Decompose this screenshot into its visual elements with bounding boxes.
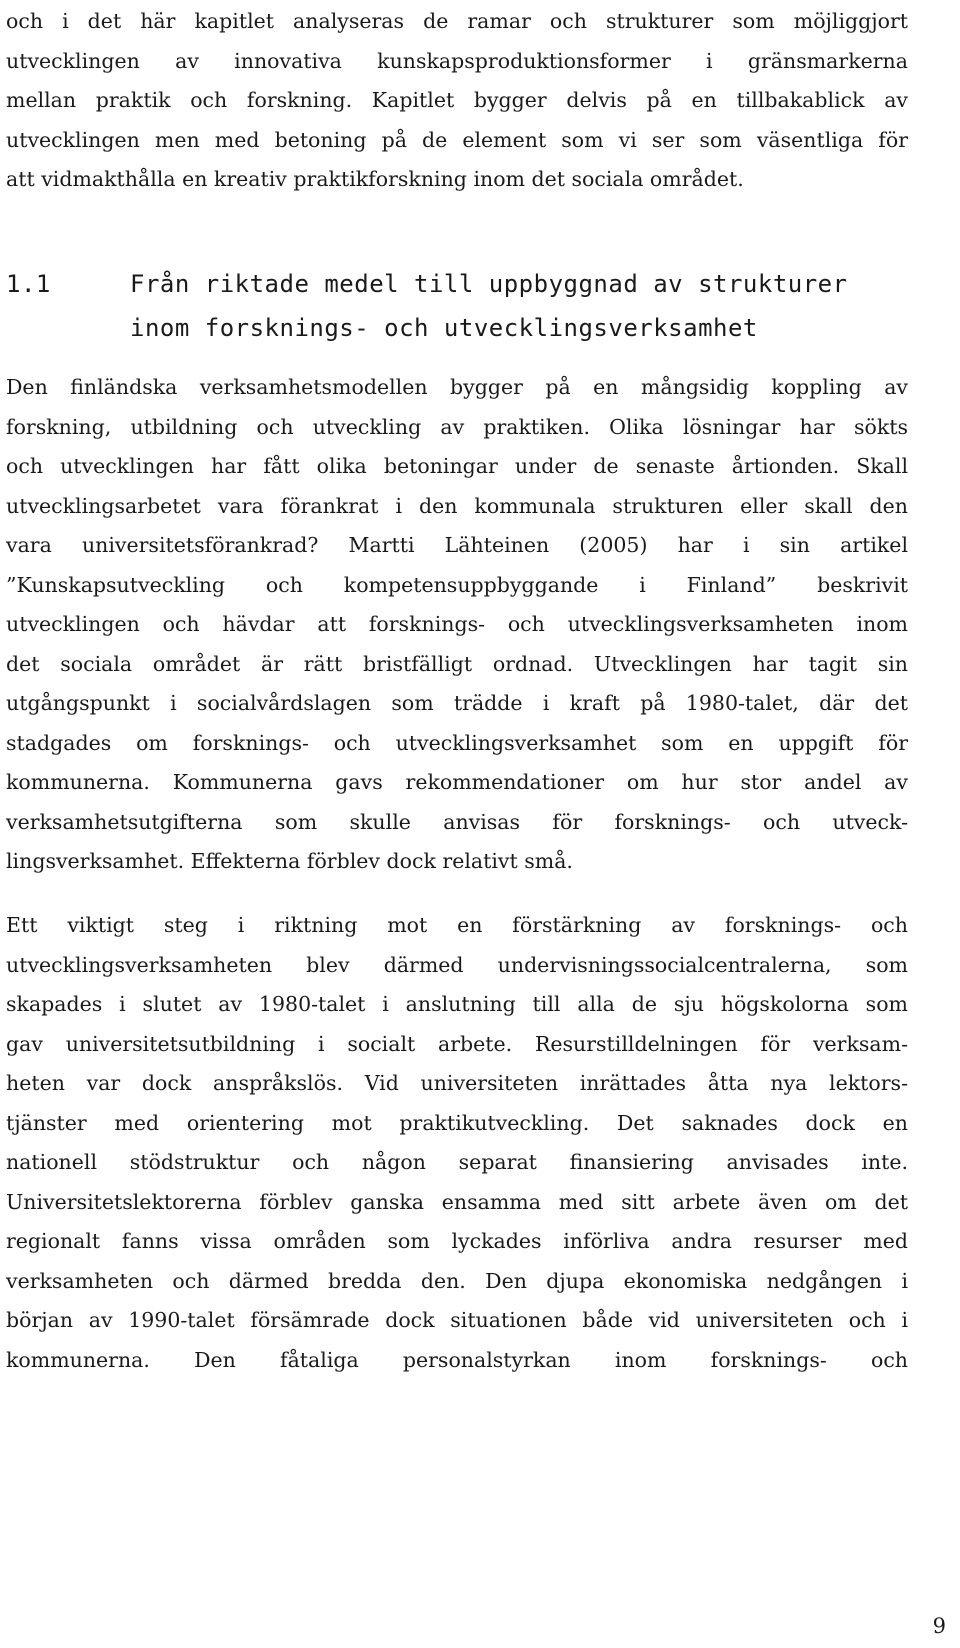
text-line: Universitetslektorerna förblev ganska ensamma med sitt arbete även om det [6, 1189, 908, 1214]
text-line: och utvecklingen har fått olika betoningar under de senaste årtionden. Skall [6, 454, 908, 478]
text-line: utvecklingen av innovativa kunskapsproduktionsformer i gränsmarkerna [6, 48, 908, 73]
text-line: skapades i slutet av 1980-talet i anslutning till alla de sju högskolorna som [6, 992, 908, 1016]
text-line: att vidmakthålla en kreativ praktikforskning inom det sociala området. [6, 167, 744, 191]
text-line: gav universitetsutbildning i socialt arbete. Resurstilldelningen för verksam- [6, 1031, 908, 1056]
text-line: utvecklingsarbetet vara förankrat i den kommunala strukturen eller skall den [6, 493, 908, 518]
intro-paragraph [6, 2, 908, 200]
text-line: vara universitetsförankrad? Martti Lähteinen (2005) har i sin artikel [6, 533, 908, 557]
text-line: kommunerna. Den fåtaliga personalstyrkan inom forsknings- och [6, 1347, 908, 1372]
text-line: lingsverksamhet. Effekterna förblev dock relativt små. [6, 849, 573, 873]
text-line: början av 1990-talet försämrade dock situationen både vid universiteten och i [6, 1308, 908, 1332]
text-line: Den finländska verksamhetsmodellen bygger på en mångsidig koppling av [6, 375, 908, 399]
text-line: nationell stödstruktur och någon separat finansiering anvisades inte. [6, 1150, 908, 1174]
text-line: verksamheten och därmed bredda den. Den djupa ekonomiska nedgången i [6, 1268, 908, 1293]
section-number: 1.1 [6, 270, 51, 298]
text-line: utvecklingen och hävdar att forsknings- och utvecklingsverksamheten inom [6, 612, 908, 636]
text-line: utvecklingsverksamheten blev därmed undervisningssocialcentralerna, som [6, 952, 908, 977]
page-number: 9 [932, 1614, 946, 1638]
text-line: utgångspunkt i socialvårdslagen som trädde i kraft på 1980-talet, där det [6, 691, 908, 715]
text-line: verksamhetsutgifterna som skulle anvisas för forsknings- och utveck- [6, 809, 908, 834]
text-line: mellan praktik och forskning. Kapitlet bygger delvis på en tillbakablick av [6, 88, 908, 112]
text-line: och i det här kapitlet analyseras de ramar och strukturer som möjliggjort [6, 9, 908, 33]
text-line: heten var dock anspråkslös. Vid universiteten inrättades åtta nya lektors- [6, 1071, 908, 1095]
section-title-line: Från riktade medel till uppbyggnad av strukturer [130, 270, 848, 298]
body-paragraph [6, 368, 908, 882]
text-line: ”Kunskapsutveckling och kompetensuppbyggande i Finland” beskrivit [6, 572, 908, 597]
text-line: kommunerna. Kommunerna gavs rekommendationer om hur stor andel av [6, 770, 908, 794]
text-line: stadgades om forsknings- och utvecklingsverksamhet som en uppgift för [6, 730, 908, 755]
text-line: Ett viktigt steg i riktning mot en förstärkning av forsknings- och [6, 913, 908, 937]
section-title-line: inom forsknings- och utvecklingsverksamhet [130, 314, 758, 342]
body-paragraph [6, 906, 908, 1380]
text-line: tjänster med orientering mot praktikutveckling. Det saknades dock en [6, 1110, 908, 1135]
text-line: det sociala området är rätt bristfälligt ordnad. Utvecklingen har tagit sin [6, 651, 908, 676]
text-line: forskning, utbildning och utveckling av praktiken. Olika lösningar har sökts [6, 414, 908, 439]
section-title [130, 262, 890, 350]
text-line: regionalt fanns vissa områden som lyckades införliva andra resurser med [6, 1229, 908, 1253]
text-line: utvecklingen men med betoning på de element som vi ser som väsentliga för [6, 127, 908, 152]
